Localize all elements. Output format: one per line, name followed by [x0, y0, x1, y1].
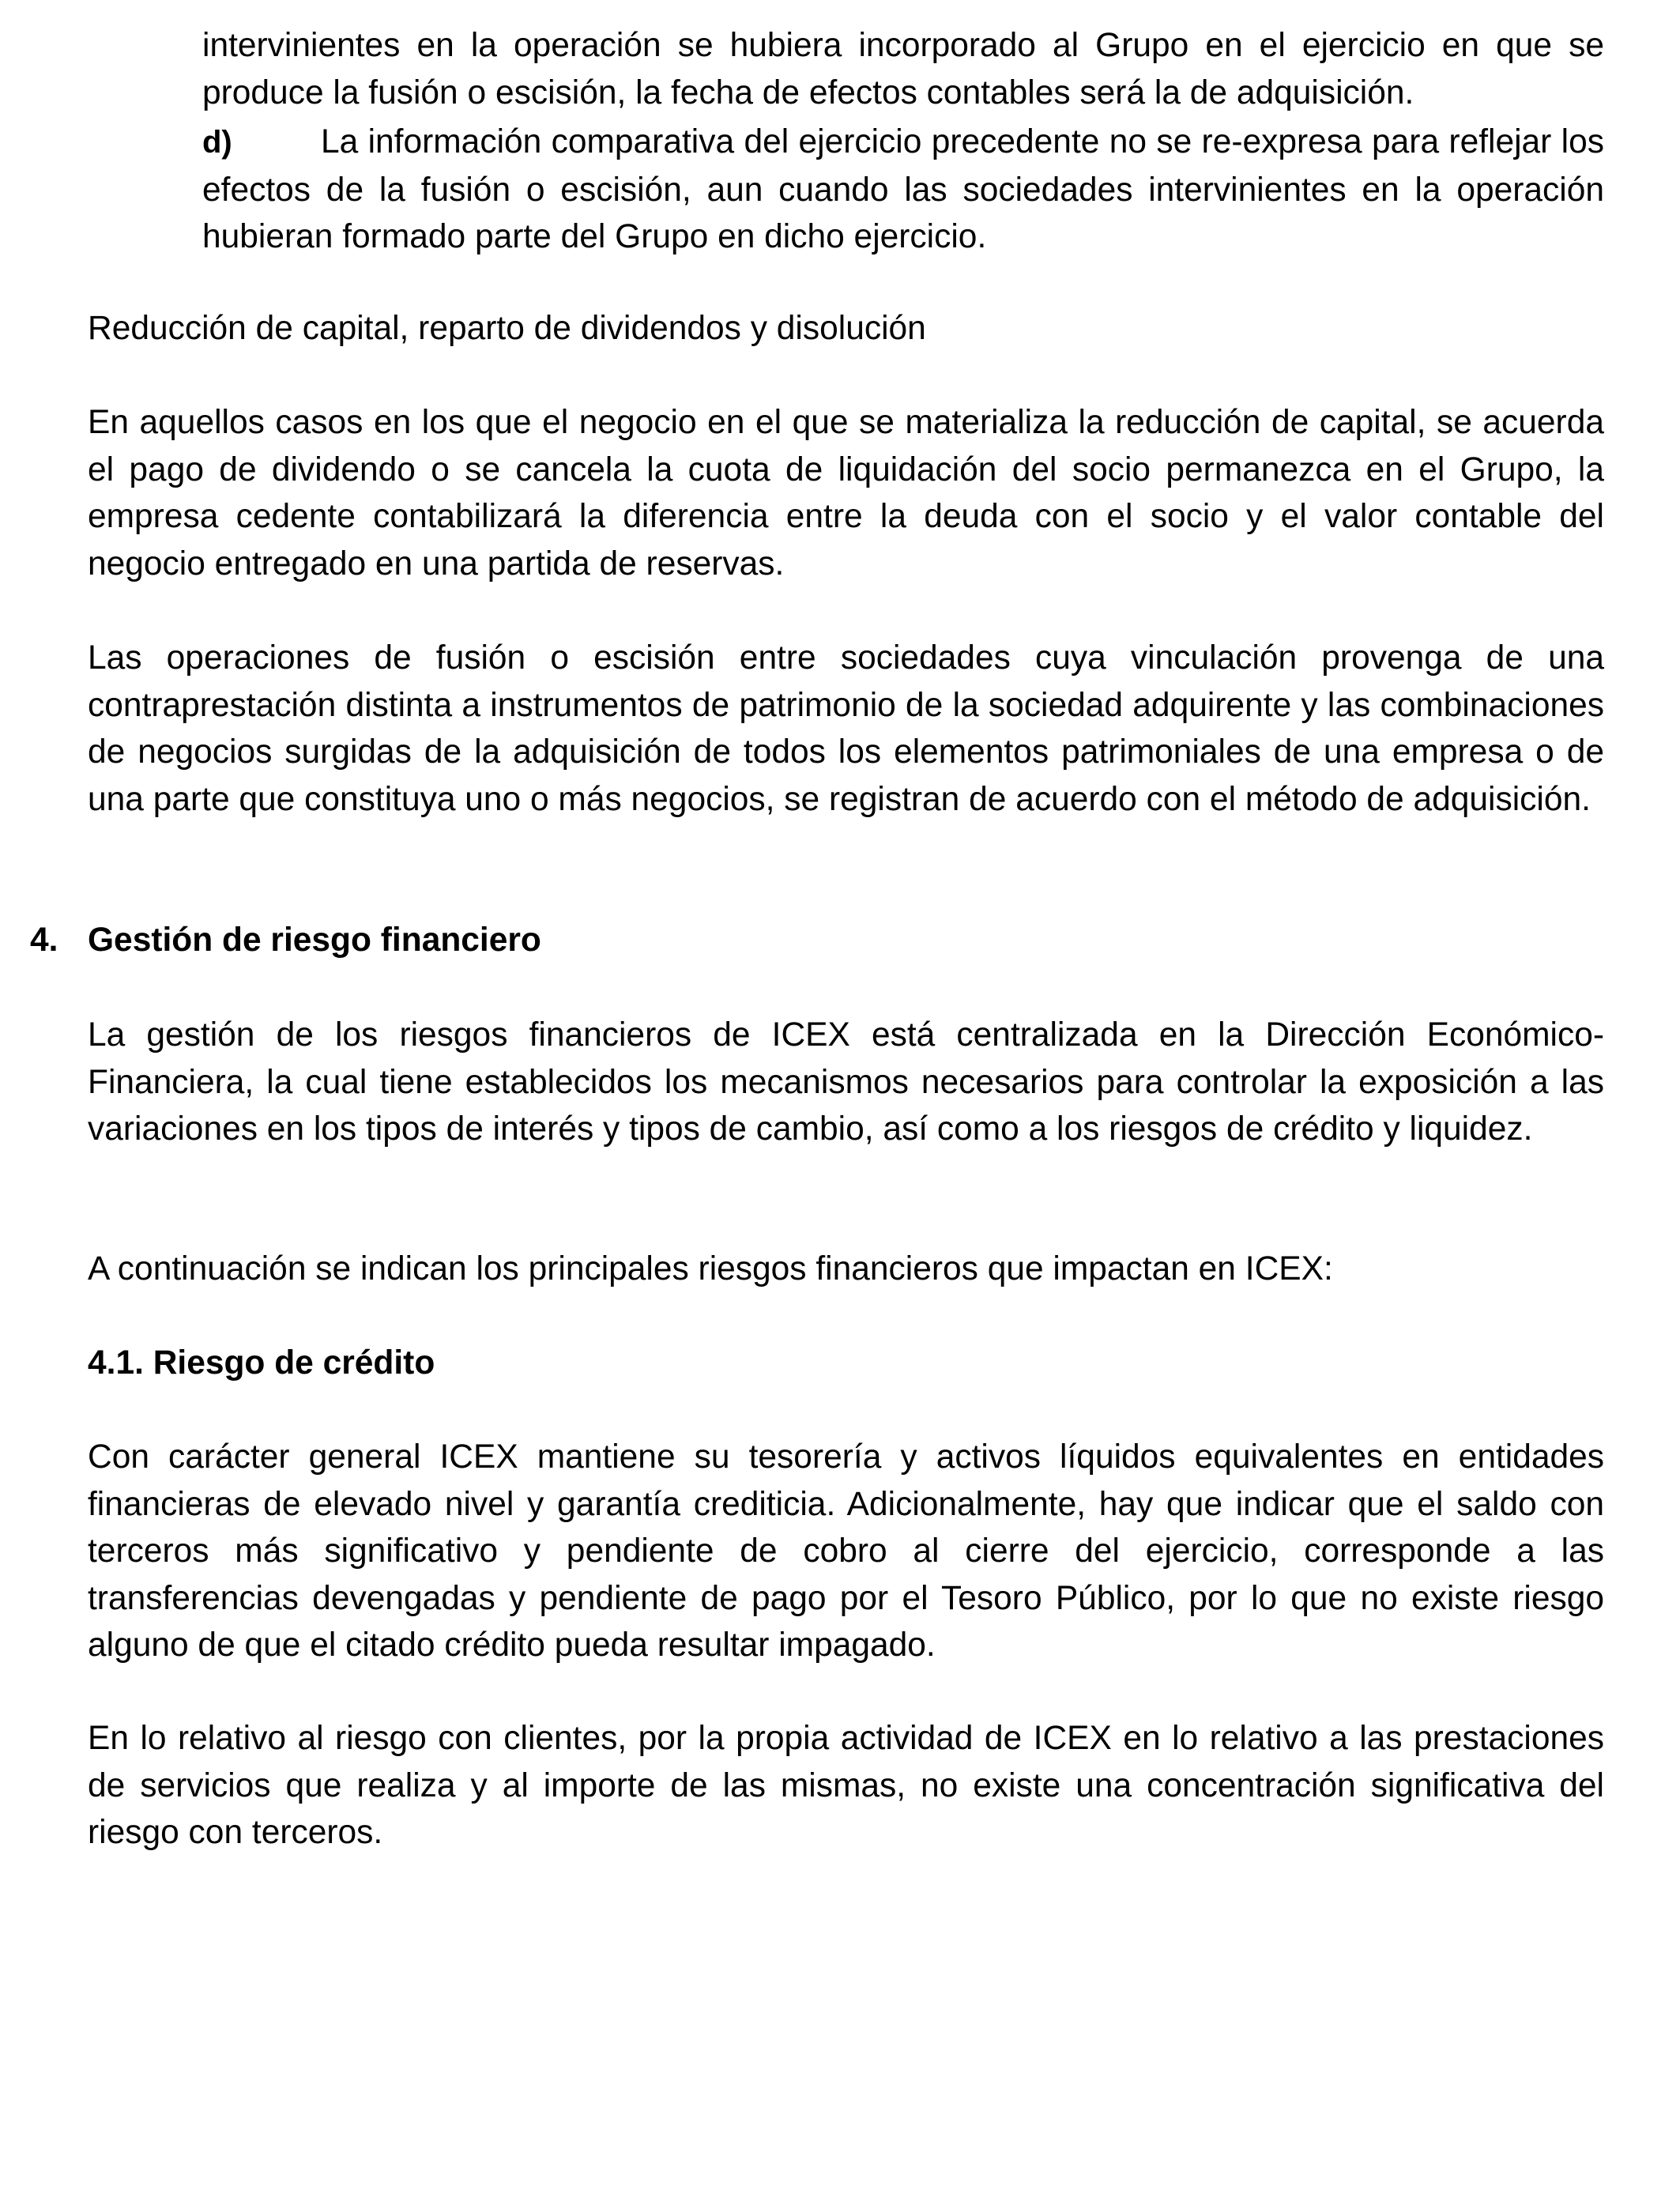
section-4-heading [30, 917, 1603, 964]
list-marker-d: d) [202, 125, 232, 160]
paragraph-reduccion: En aquellos casos en los que el negocio en el que se materializa la reducción de capital, se acuerda el pago de dividendo o se cancela la cuota de liquidación del socio permanezca en el Grupo, la empresa cedente contabilizará la diferencia entre la deuda con el socio y el valor contable del negocio entregado en una partida de reservas. [88, 404, 1604, 582]
paragraph-section-4-lead: A continuación se indican los principales riesgos financieros que impactan en ICEX: [88, 1250, 1333, 1287]
section-4-number: 4. [30, 922, 58, 959]
list-item-continuation: intervinientes en la operación se hubiera incorporado al Grupo en el ejercicio en que se produce la fusión o escisión, la fecha de efectos contables será la de adquisición. [202, 27, 1604, 111]
subheading-reduccion: Reducción de capital, reparto de dividendos y disolución [88, 310, 926, 347]
list-item-d-text: La información comparativa del ejercicio precedente no se re-expresa para reflejar los efectos de la fusión o escisión, aun cuando las sociedades intervinientes en la operación hubieran formado parte del Grupo en dicho ejercicio. [202, 123, 1604, 255]
section-4-1-heading: 4.1. Riesgo de crédito [88, 1344, 435, 1382]
paragraph-credito-2: En lo relativo al riesgo con clientes, por la propia actividad de ICEX en lo relativo a las prestaciones de servicios que realiza y al importe de las mismas, no existe una concentración significativa del riesgo con terceros. [88, 1720, 1604, 1851]
list-item-d [202, 119, 1604, 261]
paragraph-fusion: Las operaciones de fusión o escisión entre sociedades cuya vinculación provenga de una contraprestación distinta a instrumentos de patrimonio de la sociedad adquirente y las combinaciones de negocios surgidas de la adquisición de todos los elementos patrimoniales de una empresa o de una parte que constituya uno o más negocios, se registran de acuerdo con el método de adquisición. [88, 639, 1604, 818]
paragraph-credito-1: Con carácter general ICEX mantiene su tesorería y activos líquidos equivalentes en entidades financieras de elevado nivel y garantía crediticia. Adicionalmente, hay que indicar que el saldo con terceros más significativo y pendiente de cobro al cierre del ejercicio, corresponde a las transferencias devengadas y pendiente de pago por el Tesoro Público, por lo que no existe riesgo alguno de que el citado crédito pueda resultar impagado. [88, 1438, 1604, 1664]
section-4-title: Gestión de riesgo financiero [88, 922, 541, 959]
paragraph-section-4-intro: La gestión de los riesgos financieros de ICEX está centralizada en la Dirección Económico-Financiera, la cual tiene establecidos los mecanismos necesarios para controlar la exposición a las variaciones en los tipos de interés y tipos de cambio, así como a los riesgos de crédito y liquidez. [88, 1016, 1604, 1148]
